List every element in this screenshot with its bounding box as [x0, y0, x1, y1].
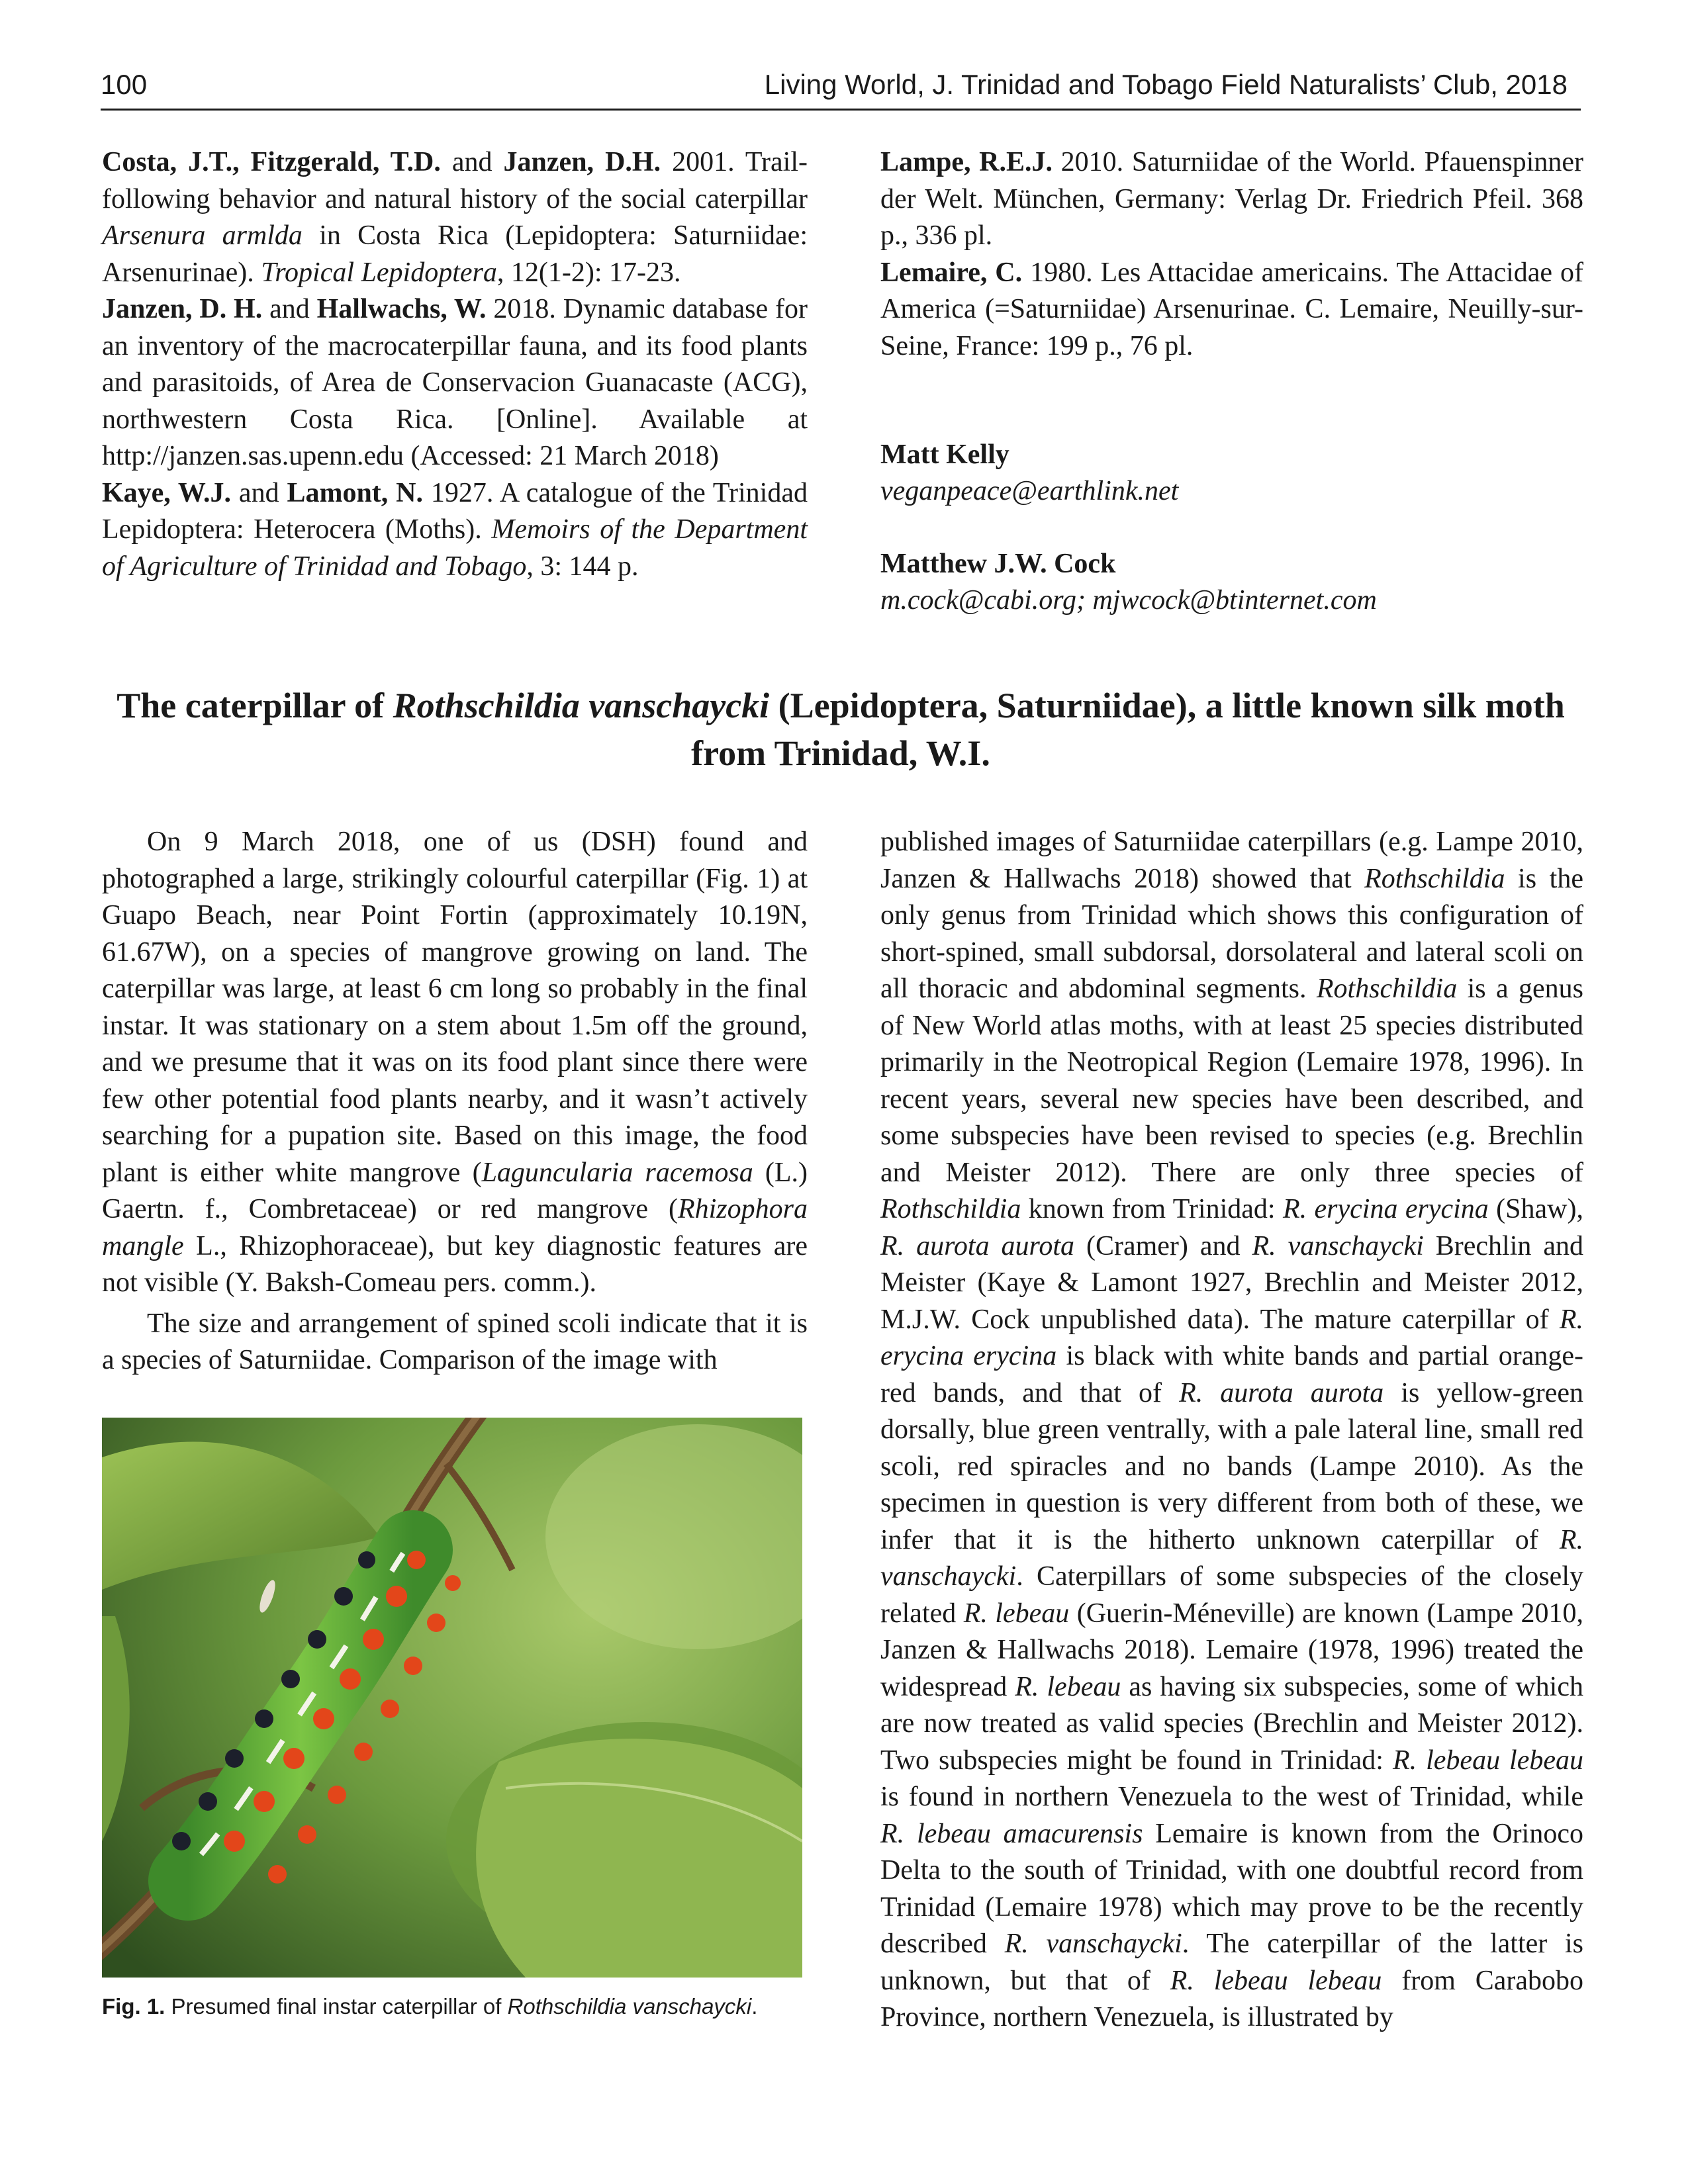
body-text: is a genus of New World atlas moths, with at least 25 species distributed primarily in the Neotropical Region (Lemaire 1978, 1996). In recent years, several new species have been described, and some subspecies have been revised to species (e.g. Brechlin and Meister 2012). There are only three species of [880, 974, 1583, 1188]
ref-text: , 12(1-2): 17-23. [496, 257, 681, 288]
ref-text: in Costa Rica (Lepidoptera: Saturniidae: Arsenurinae). [102, 220, 808, 288]
author-cock [880, 546, 1583, 619]
body-text: (Guerin-Méneville) are known (Lampe 2010, Janzen & Hallwachs 2018). Lemaire (1978, 1996) treated the widespread [880, 1598, 1584, 1702]
body-italic: R. vanschaycki [880, 1524, 1583, 1592]
reference-lemaire [880, 255, 1583, 365]
body-column-right [880, 824, 1583, 2036]
ref-text: 1980. Les Attacidae americains. The Attacidae of America (=Saturniidae) Arsenurinae. C. Lemaire, Neuilly-sur-Seine, France: 199 p., 76 pl. [880, 257, 1583, 361]
body-text: On 9 March 2018, one of us (DSH) found and photographed a large, strikingly colourful caterpillar (Fig. 1) at Guapo Beach, near Point Fortin (approximately 10.19N, 61.67W), on a species of mangrove growing on land. The caterpillar was large, at least 6 cm long so probably in the final instar. It was stationary on a stem about 1.5m off the ground, and we presume that it was on its food plant since there were few other potential food plants nearby, and it wasn’t actively searching for a pupation site. Based on this image, the food plant is either white mangrove ( [102, 827, 808, 1188]
body-italic: R. vanschaycki [1252, 1230, 1424, 1261]
ref-text: 2018. Dynamic database for an inventory of the macrocaterpillar fauna, and its food plants and parasitoids, of Area de Conservacion Guanacaste (ACG), northwestern Costa Rica. [Online]. Available at http://janzen.sas.upenn.edu (Accessed: 21 March 2018) [102, 294, 808, 471]
author-kelly [880, 437, 1583, 510]
body-text: is found in northern Venezuela to the west of Trinidad, while [880, 1782, 1583, 1812]
body-text: is black with white bands and partial orange-red bands, and that of [880, 1341, 1583, 1408]
body-text: known from Trinidad: [1021, 1194, 1283, 1224]
references-right [880, 144, 1583, 365]
body-italic: R. lebeau [1015, 1671, 1121, 1702]
body-paragraph [102, 824, 808, 1302]
ref-authors: Kaye, W.J. [102, 477, 232, 508]
ref-text: and [440, 147, 504, 177]
title-italic: Rothschildia vanschaycki [393, 686, 770, 725]
journal-title: Living World, J. Trinidad and Tobago Field Naturalists’ Club, 2018 [764, 69, 1568, 100]
ref-text: 2001. Trail-following behavior and natural history of the social caterpillar [102, 147, 808, 214]
body-italic: Rhizophora mangle [102, 1194, 808, 1261]
article-title [101, 682, 1581, 777]
ref-authors: Lemaire, C. [880, 257, 1023, 288]
body-paragraph [102, 1306, 808, 1379]
body-italic: Laguncularia racemosa [481, 1157, 753, 1188]
ref-authors: Hallwachs, W. [316, 294, 487, 324]
references-left [102, 144, 808, 585]
reference-janzen [102, 291, 808, 475]
figure-label: Fig. 1. [102, 1994, 165, 2019]
body-text: is yellow-green dorsally, blue green ventrally, with a pale lateral line, small red scoli, red spiracles and no bands (Lampe 2010). As the specimen in question is very different from both of these, we infer that it is the hitherto unknown caterpillar of [880, 1377, 1583, 1555]
author-name: Matthew J.W. Cock [880, 549, 1116, 579]
body-text: as having six subspecies, some of which are now treated as valid species (Brechlin and Meister 2012). Two subspecies might be found in Trinidad: [880, 1671, 1583, 1776]
caption-text: . [751, 1994, 758, 2019]
body-text: . The caterpillar of the latter is unknown, but that of [880, 1929, 1583, 1996]
reference-lampe [880, 144, 1583, 255]
ref-authors: Lamont, N. [287, 477, 423, 508]
ref-authors: Janzen, D.H. [503, 147, 661, 177]
body-italic: R. erycina erycina [1282, 1194, 1489, 1224]
body-text: Lemaire is known from the Orinoco Delta to the south of Trinidad, with one doubtful record from Trinidad (Lemaire 1978) which may prove to be the recently described [880, 1818, 1583, 1959]
ref-italic: Memoirs of the Department of Agriculture of Trinidad and Tobago [102, 514, 808, 582]
ref-italic: Arsenura armlda [102, 220, 303, 251]
ref-authors: Costa, J.T., Fitzgerald, T.D. [102, 147, 441, 177]
body-italic: Rothschildia [880, 1194, 1021, 1224]
body-italic: R. lebeau amacurensis [880, 1818, 1143, 1849]
ref-text: , 3: 144 p. [526, 551, 639, 582]
figure-caption [102, 1992, 808, 2021]
body-paragraph [880, 824, 1583, 2036]
body-italic: R. lebeau [963, 1598, 1070, 1629]
body-text: from Carabobo Province, northern Venezuela, is illustrated by [880, 1965, 1583, 2032]
body-italic: R. aurota aurota [880, 1230, 1074, 1261]
running-header [101, 66, 1581, 111]
caption-text: Presumed final instar caterpillar of [165, 1994, 508, 2019]
title-text: (Lepidoptera, Saturniidae), a little known silk moth from Trinidad, W.I. [691, 686, 1565, 773]
body-italic: R. lebeau lebeau [1392, 1745, 1584, 1776]
reference-kaye [102, 475, 808, 586]
body-text: (L.) Gaertn. f., Combretaceae) or red mangrove ( [102, 1157, 808, 1224]
author-email[interactable]: m.cock@cabi.org; mjwcock@btinternet.com [880, 585, 1377, 615]
body-text: (Shaw), [1488, 1194, 1583, 1224]
body-text: (Cramer) and [1074, 1230, 1252, 1261]
ref-italic: Tropical Lepidoptera [261, 257, 497, 288]
body-italic: R. aurota aurota [1179, 1377, 1384, 1408]
caterpillar-illustration [102, 1418, 802, 1978]
body-italic: R. erycina erycina [880, 1304, 1583, 1371]
ref-text: and [262, 294, 317, 324]
body-italic: R. lebeau lebeau [1170, 1965, 1382, 1996]
body-italic: Rothschildia [1364, 863, 1505, 894]
author-email[interactable]: veganpeace@earthlink.net [880, 476, 1179, 506]
body-text: published images of Saturniidae caterpillars (e.g. Lampe 2010, Janzen & Hallwachs 2018) showed that [880, 827, 1583, 894]
ref-text: 2010. Saturniidae of the World. Pfauenspinner der Welt. München, Germany: Verlag Dr. Friedrich Pfeil. 368 p., 336 pl. [880, 147, 1583, 251]
ref-authors: Janzen, D. H. [102, 294, 263, 324]
author-name: Matt Kelly [880, 439, 1009, 470]
ref-authors: Lampe, R.E.J. [880, 147, 1053, 177]
body-text: L., Rhizophoraceae), but key diagnostic features are not visible (Y. Baksh-Comeau pers. comm.). [102, 1230, 808, 1298]
body-text: The size and arrangement of spined scoli indicate that it is a species of Saturniidae. Comparison of the image with [102, 1308, 808, 1375]
body-column-left [102, 824, 808, 1379]
reference-costa [102, 144, 808, 291]
caption-italic: Rothschildia vanschaycki [507, 1994, 752, 2019]
ref-text: and [231, 477, 287, 508]
title-text: The caterpillar of [117, 686, 393, 725]
figure-1-photo [102, 1418, 802, 1978]
body-text: is the only genus from Trinidad which shows this configuration of short-spined, small subdorsal, dorsolateral and lateral scoli on all thoracic and abdominal segments. [880, 863, 1583, 1004]
body-text: Brechlin and Meister (Kaye & Lamont 1927, Brechlin and Meister 2012, M.J.W. Cock unpublished data). The mature caterpillar of [880, 1230, 1583, 1335]
ref-text: 1927. A catalogue of the Trinidad Lepidoptera: Heterocera (Moths). [102, 477, 808, 545]
body-italic: R. vanschaycki [1004, 1929, 1182, 1959]
page-number: 100 [101, 69, 148, 100]
body-italic: Rothschildia [1316, 974, 1458, 1004]
body-text: . Caterpillars of some subspecies of the closely related [880, 1561, 1583, 1629]
